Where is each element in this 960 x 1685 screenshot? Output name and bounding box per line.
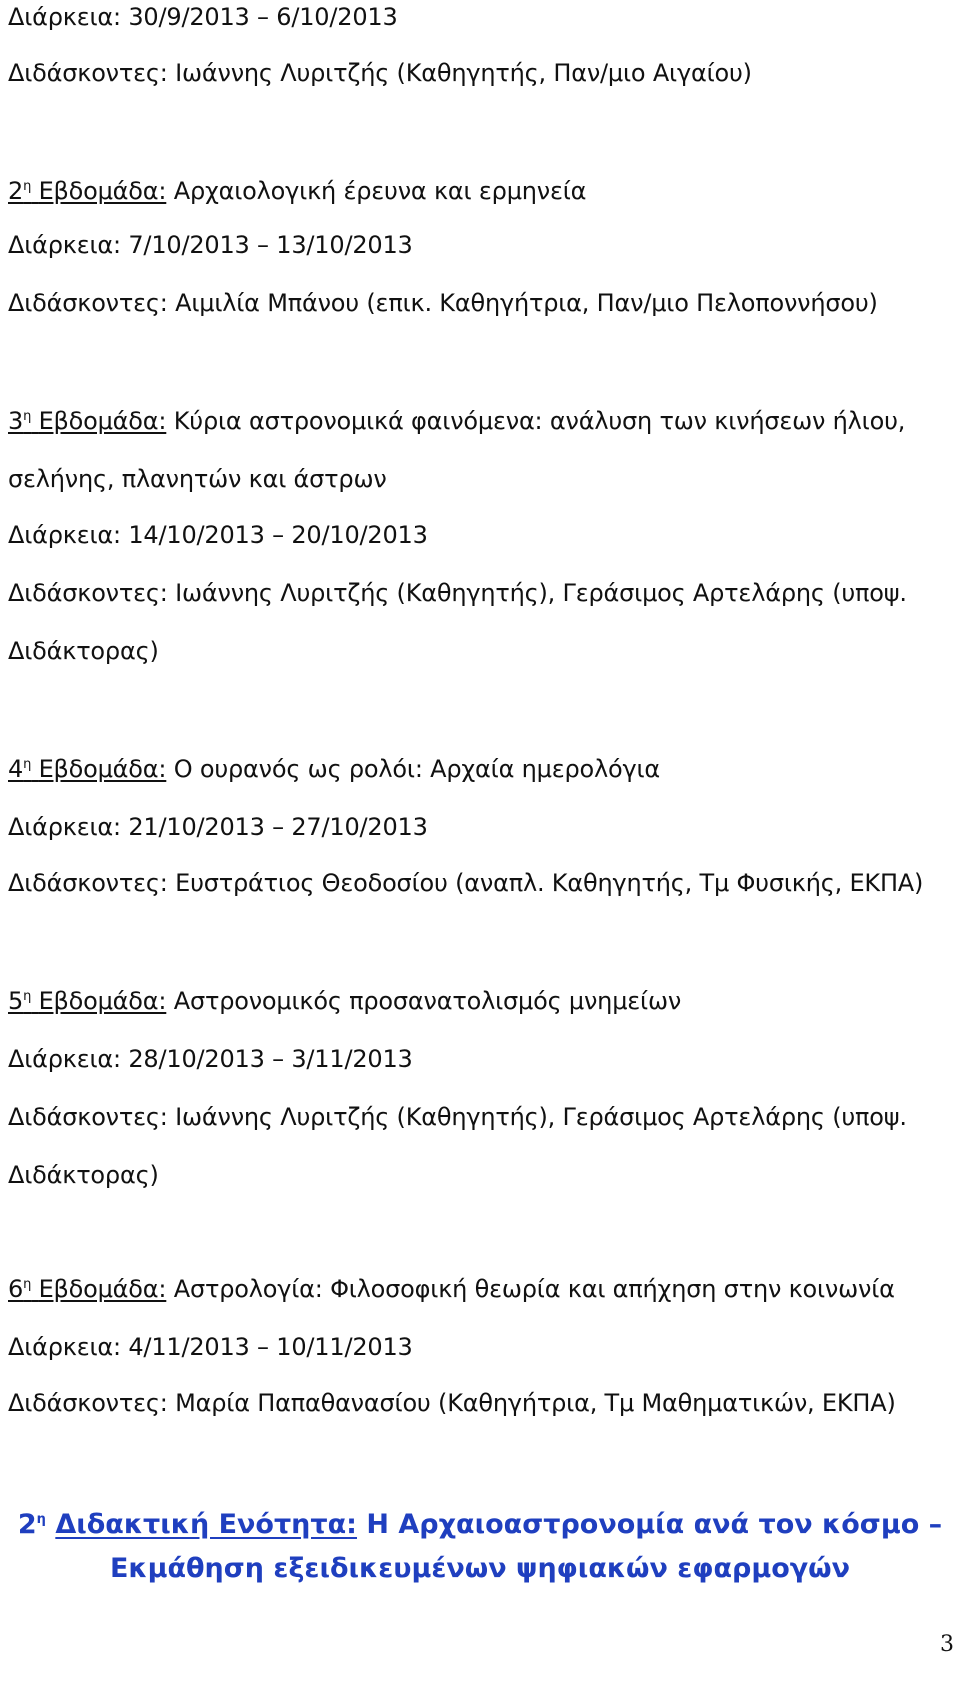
- week5-number: $5^\eta$ Εβδομάδα:: [8, 987, 167, 1015]
- week6-topic: Αστρολογία: Φιλοσοφική θεωρία και απήχηση στην κοινωνία: [166, 1275, 895, 1303]
- page-number: 3: [940, 1632, 954, 1657]
- week5-duration: Διάρκεια: 28/10/2013 – 3/11/2013: [8, 1045, 413, 1073]
- week1-duration: Διάρκεια: 30/9/2013 – 6/10/2013: [8, 3, 398, 31]
- week3-instructors-cont: Διδάκτορας): [8, 637, 159, 665]
- unit2-heading-cont: Εκμάθηση εξειδικευμένων ψηφιακών εφαρμογών: [109, 1553, 851, 1584]
- unit2-label: Διδακτική Ενότητα:: [55, 1509, 357, 1540]
- week3-number: $3^\eta$ Εβδομάδα:: [8, 407, 167, 435]
- week2-duration: Διάρκεια: 7/10/2013 – 13/10/2013: [8, 231, 413, 259]
- week5-title: [8, 986, 681, 1016]
- week5-instructors: Διδάσκοντες: Ιωάννης Λυριτζής (Καθηγητής), Γεράσιμος Αρτελάρης (υποψ.: [8, 1103, 907, 1131]
- week4-instructors: Διδάσκοντες: Ευστράτιος Θεοδοσίου (αναπλ. Καθηγητής, Τμ Φυσικής, ΕΚΠΑ): [8, 869, 924, 897]
- week1-instructors: Διδάσκοντες: Ιωάννης Λυριτζής (Καθηγητής, Παν/μιο Αιγαίου): [8, 59, 752, 87]
- unit2-heading: $2^\eta$ Διδακτική Ενότητα: Η Αρχαιοαστρονομία ανά τον κόσμο –: [17, 1509, 943, 1540]
- week2-title: [8, 176, 586, 206]
- unit2-title: Η Αρχαιοαστρονομία ανά τον κόσμο –: [356, 1509, 943, 1540]
- week3-duration: Διάρκεια: 14/10/2013 – 20/10/2013: [8, 521, 428, 549]
- week4-topic: Ο ουρανός ως ρολόι: Αρχαία ημερολόγια: [166, 755, 661, 783]
- week6-number: $6^\eta$ Εβδομάδα:: [8, 1275, 167, 1303]
- week3-instructors: Διδάσκοντες: Ιωάννης Λυριτζής (Καθηγητής), Γεράσιμος Αρτελάρης (υποψ.: [8, 579, 907, 607]
- week5-topic: Αστρονομικός προσανατολισμός μνημείων: [166, 987, 682, 1015]
- week6-instructors: Διδάσκοντες: Μαρία Παπαθανασίου (Καθηγήτρια, Τμ Μαθηματικών, ΕΚΠΑ): [8, 1389, 896, 1417]
- week4-number: $4^\eta$ Εβδομάδα:: [8, 755, 167, 783]
- week2-number: $2^\eta$ Εβδομάδα:: [8, 177, 167, 205]
- week5-instructors-cont: Διδάκτορας): [8, 1161, 159, 1189]
- week4-title: [8, 754, 660, 784]
- week2-topic: Αρχαιολογική έρευνα και ερμηνεία: [166, 177, 587, 205]
- week3-topic: Κύρια αστρονομικά φαινόμενα: ανάλυση των κινήσεων ήλιου,: [166, 407, 906, 435]
- week6-duration: Διάρκεια: 4/11/2013 – 10/11/2013: [8, 1333, 413, 1361]
- week4-duration: Διάρκεια: 21/10/2013 – 27/10/2013: [8, 813, 428, 841]
- week3-title-cont: σελήνης, πλανητών και άστρων: [8, 465, 387, 493]
- week2-instructors: Διδάσκοντες: Αιμιλία Μπάνου (επικ. Καθηγήτρια, Παν/μιο Πελοποννήσου): [8, 289, 878, 317]
- week3-title: [8, 406, 905, 436]
- week6-title: [8, 1274, 895, 1304]
